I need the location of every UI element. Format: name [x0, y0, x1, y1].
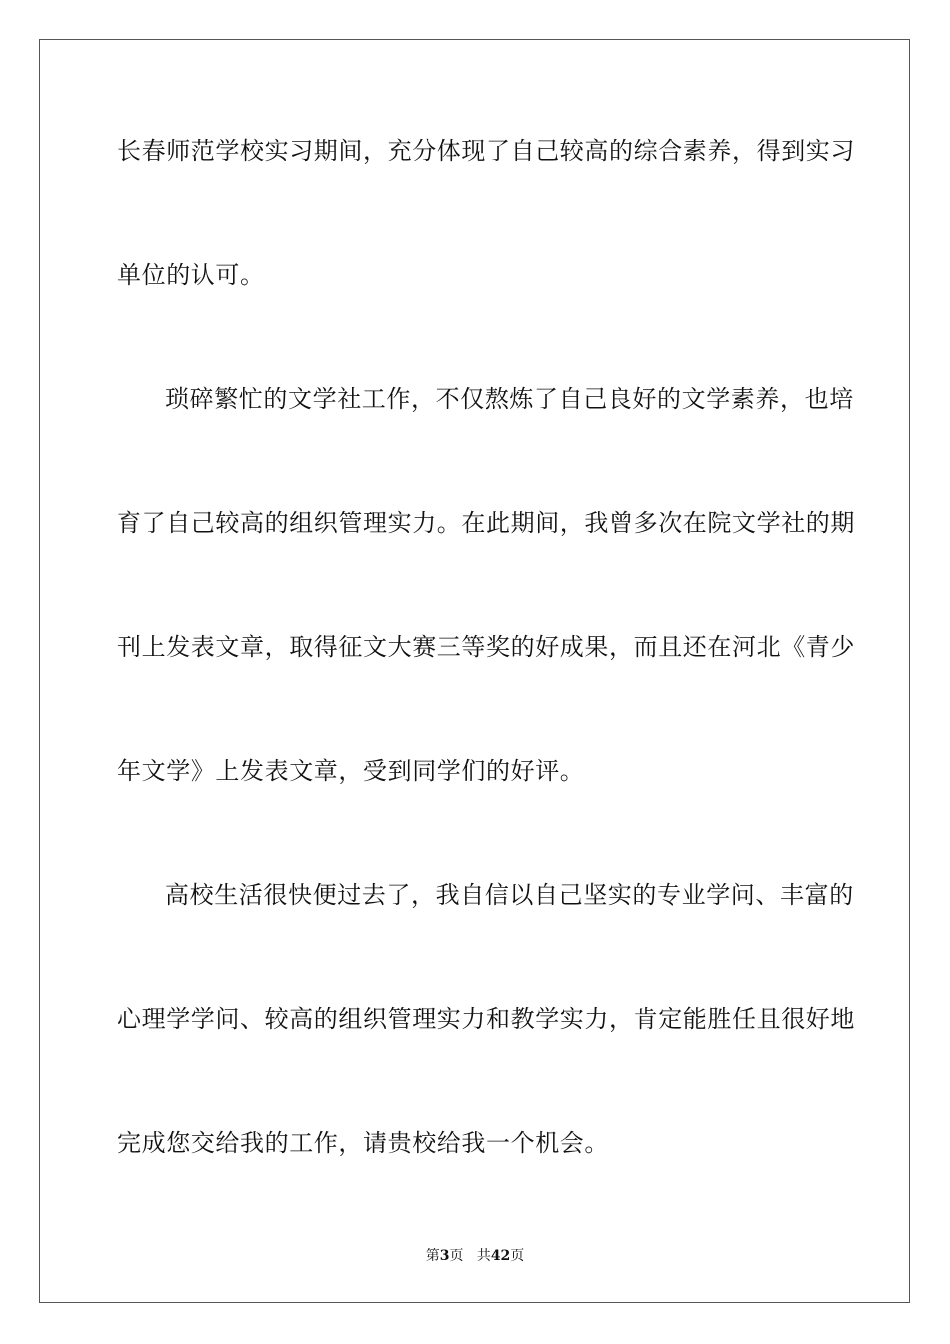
page-suffix: 页	[449, 1248, 464, 1264]
page-footer	[0, 1247, 950, 1265]
body-line-3: 琐碎繁忙的文学社工作，不仅熬炼了自己良好的文学素养，也培	[165, 385, 854, 413]
total-suffix: 页	[510, 1248, 525, 1264]
page-border	[39, 39, 910, 1303]
body-line-7: 高校生活很快便过去了，我自信以自己坚实的专业学问、丰富的	[165, 881, 854, 909]
body-line-8: 心理学学问、较高的组织管理实力和教学实力，肯定能胜任且很好地	[117, 1005, 855, 1033]
body-line-4: 育了自己较高的组织管理实力。在此期间，我曾多次在院文学社的期	[117, 509, 855, 537]
body-line-9: 完成您交给我的工作，请贵校给我一个机会。	[117, 1129, 609, 1157]
page-prefix: 第	[425, 1248, 440, 1264]
body-line-2: 单位的认可。	[117, 261, 265, 289]
body-line-6: 年文学》上发表文章，受到同学们的好评。	[117, 757, 585, 785]
page-total: 42	[490, 1248, 511, 1264]
body-line-1: 长春师范学校实习期间，充分体现了自己较高的综合素养，得到实习	[117, 137, 855, 165]
total-prefix: 共	[476, 1248, 491, 1264]
body-line-5: 刊上发表文章，取得征文大赛三等奖的好成果，而且还在河北《青少	[117, 633, 855, 661]
page-current: 3	[439, 1248, 450, 1264]
